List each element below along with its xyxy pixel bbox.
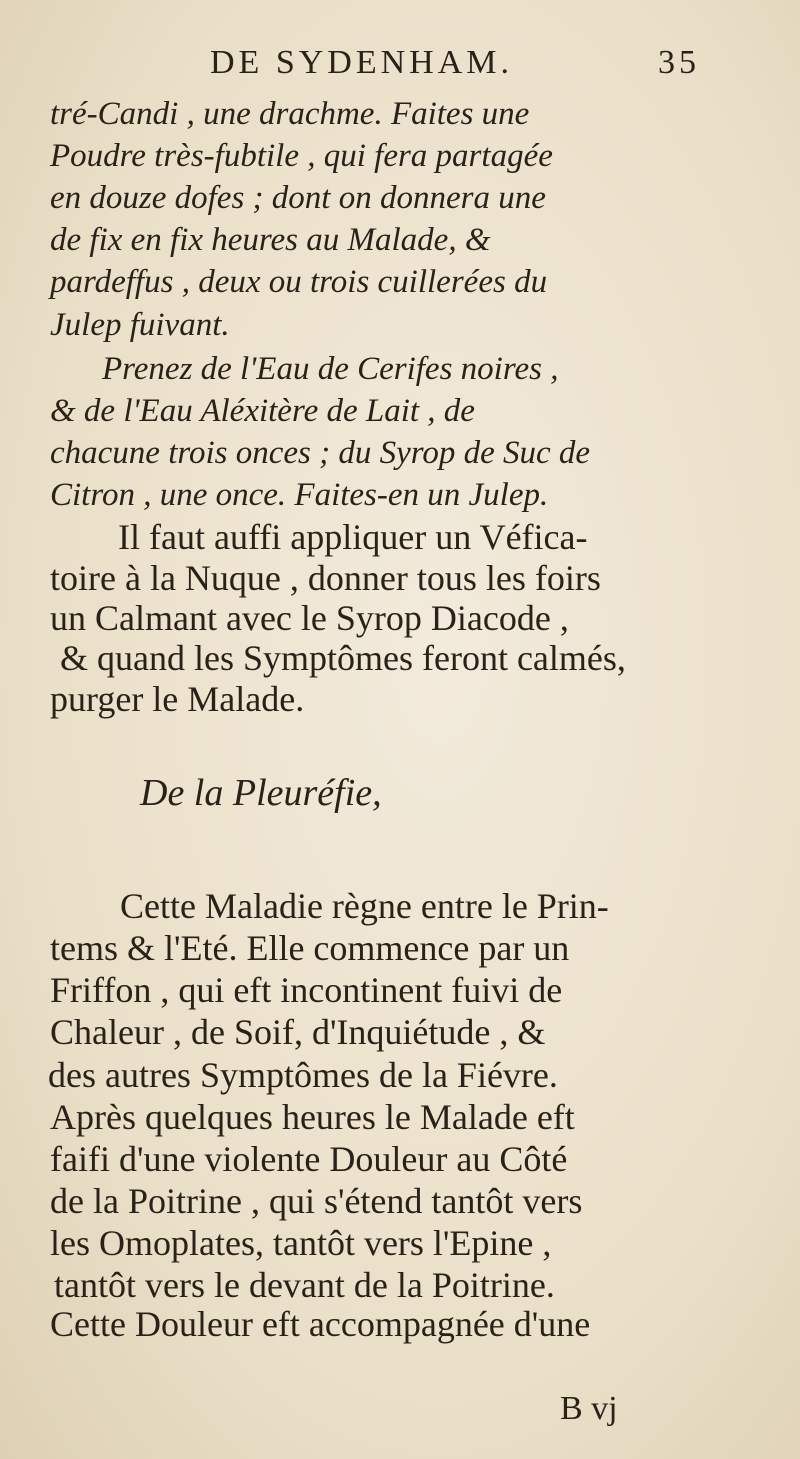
text-line: faifi d'une violente Douleur au Côté: [50, 1139, 568, 1179]
text-line: en douze dofes ; dont on donnera une: [50, 180, 546, 216]
text-line: Julep fuivant.: [50, 307, 230, 343]
text-line: Chaleur , de Soif, d'Inquiétude , &: [50, 1012, 546, 1052]
text-line: Citron , une once. Faites-en un Julep.: [50, 477, 549, 513]
text-line: Cette Maladie règne entre le Prin-: [120, 886, 609, 926]
text-line: tems & l'Eté. Elle commence par un: [50, 928, 570, 968]
text-line: Friffon , qui eft incontinent fuivi de: [50, 970, 563, 1010]
text-line: Cette Douleur eft accompagnée d'une: [50, 1304, 591, 1344]
text-line: chacune trois onces ; du Syrop de Suc de: [50, 435, 591, 471]
text-line: de la Poitrine , qui s'étend tantôt vers: [50, 1181, 583, 1221]
text-line: & de l'Eau Aléxitère de Lait , de: [50, 393, 475, 429]
text-line: tré-Candi , une drachme. Faites une: [50, 96, 530, 132]
text-line: pardeffus , deux ou trois cuillerées du: [50, 264, 548, 300]
text-line: Il faut auffi appliquer un Véfica-: [118, 517, 588, 557]
text-line: un Calmant avec le Syrop Diacode ,: [50, 598, 569, 638]
running-title: DE SYDENHAM.: [210, 44, 513, 81]
text-line: Après quelques heures le Malade eft: [50, 1097, 575, 1137]
text-line: les Omoplates, tantôt vers l'Epine ,: [50, 1223, 552, 1263]
text-line: tantôt vers le devant de la Poitrine.: [54, 1265, 555, 1305]
text-line: des autres Symptômes de la Fiévre.: [48, 1055, 558, 1095]
text-line: purger le Malade.: [50, 679, 305, 719]
running-header: [210, 44, 700, 82]
signature-mark: B vj: [560, 1390, 618, 1427]
text-line: Prenez de l'Eau de Cerifes noires ,: [102, 351, 559, 387]
text-line: & quand les Symptômes feront calmés,: [60, 638, 626, 678]
text-line: de fix en fix heures au Malade, &: [50, 222, 491, 258]
section-heading: De la Pleuréfie,: [140, 772, 382, 814]
text-line: toire à la Nuque , donner tous les foirs: [50, 558, 601, 598]
page-number: 35: [658, 44, 700, 81]
text-line: Poudre très-fubtile , qui fera partagée: [50, 138, 553, 174]
